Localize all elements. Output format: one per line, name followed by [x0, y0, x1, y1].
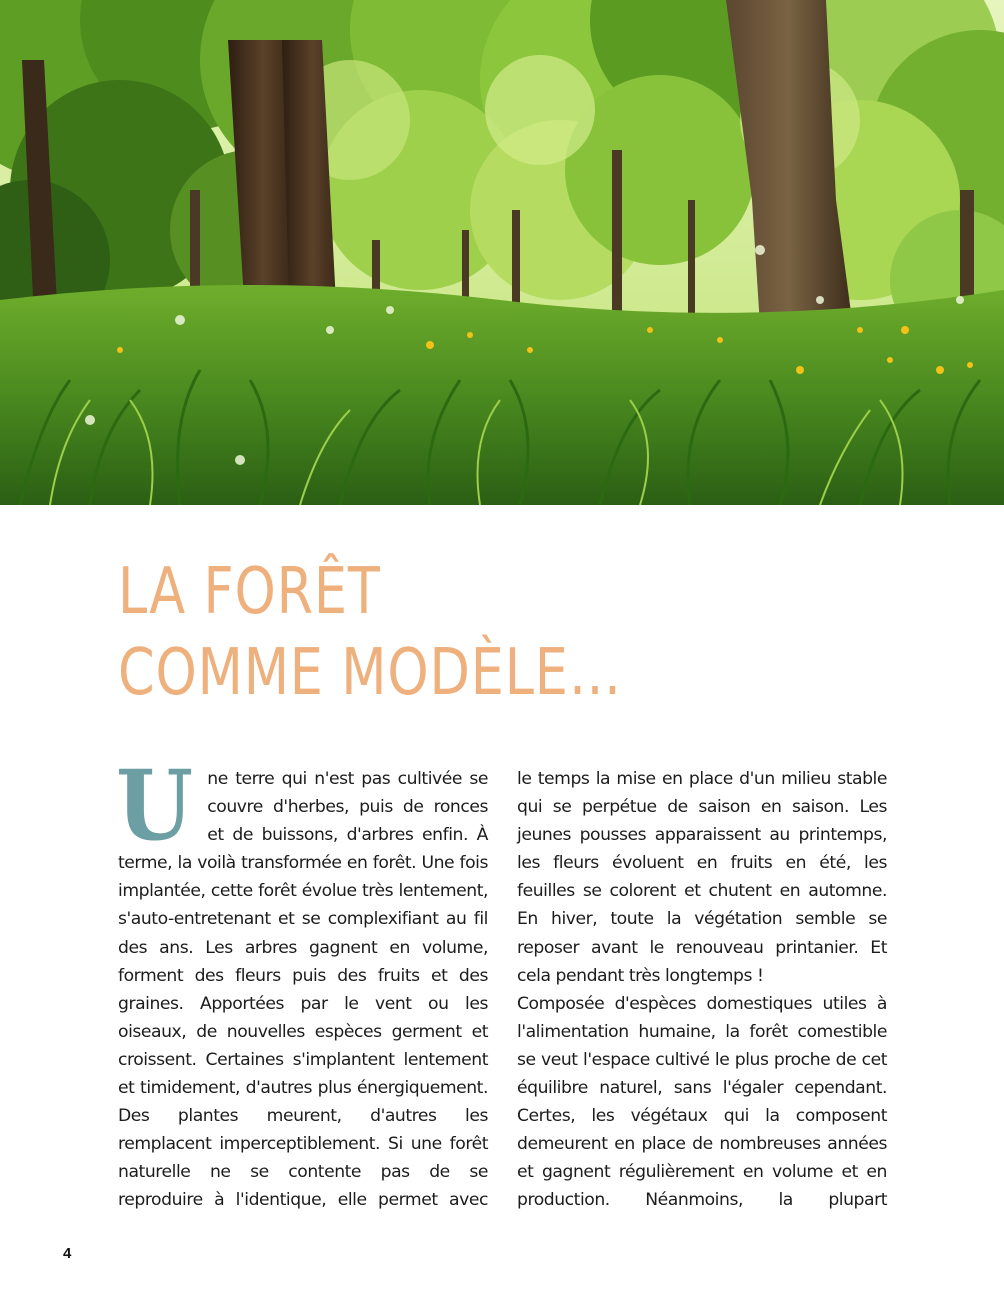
title-line-2: COMME MODÈLE… [118, 636, 623, 710]
page-title [118, 552, 622, 714]
text-column-1 [116, 749, 488, 1215]
paragraph-2: le temps la mise en place d'un milieu stable qui se perpétue de saison en saison. Les jeunes pousses apparaissent au printemps, les fleurs évoluent en fruits en été, les feuilles se colorent et chutent en automne. En hiver, toute la végétation semble se reposer avant le renouveau printanier. Et cela pendant très longtemps ! [517, 769, 887, 986]
page-number: 4 [63, 1245, 72, 1262]
text-column-2 [517, 765, 887, 1215]
paragraph-1: ne terre qui n'est pas cultivée se couvre d'herbes, puis de ronces et de buissons, d'arbres enfin. À terme, la voilà transformée en forêt. Une fois implantée, cette forêt évolue très lentement, s'auto-entretenant et se complexifiant au fil des ans. Les arbres gagnent en volume, forment des fleurs puis des fruits et des graines. Apportées par le vent ou les oiseaux, de nouvelles espèces germent et croissent. Certaines s'implantent lentement et timidement, d'autres plus énergiquement. Des plantes meurent, d'autres les remplacent imperceptiblement. Si une forêt naturelle ne se contente pas de se reproduire à l'identique, elle permet avec [118, 769, 488, 1211]
drop-cap: U [116, 749, 193, 862]
forest-photo [0, 0, 1004, 505]
forest-illustration [0, 0, 1004, 505]
title-line-1: LA FORÊT [118, 555, 381, 629]
meadow [0, 285, 1004, 505]
paragraph-3: Composée d'espèces domestiques utiles à l'alimentation humaine, la forêt comestible se veut l'espace cultivé le plus proche de cet équilibre naturel, sans l'égaler cependant. Certes, les végétaux qui la composent demeurent en place de nombreuses années et gagnent régulièrement en volume et en production. Néanmoins, la plupart [517, 993, 887, 1211]
